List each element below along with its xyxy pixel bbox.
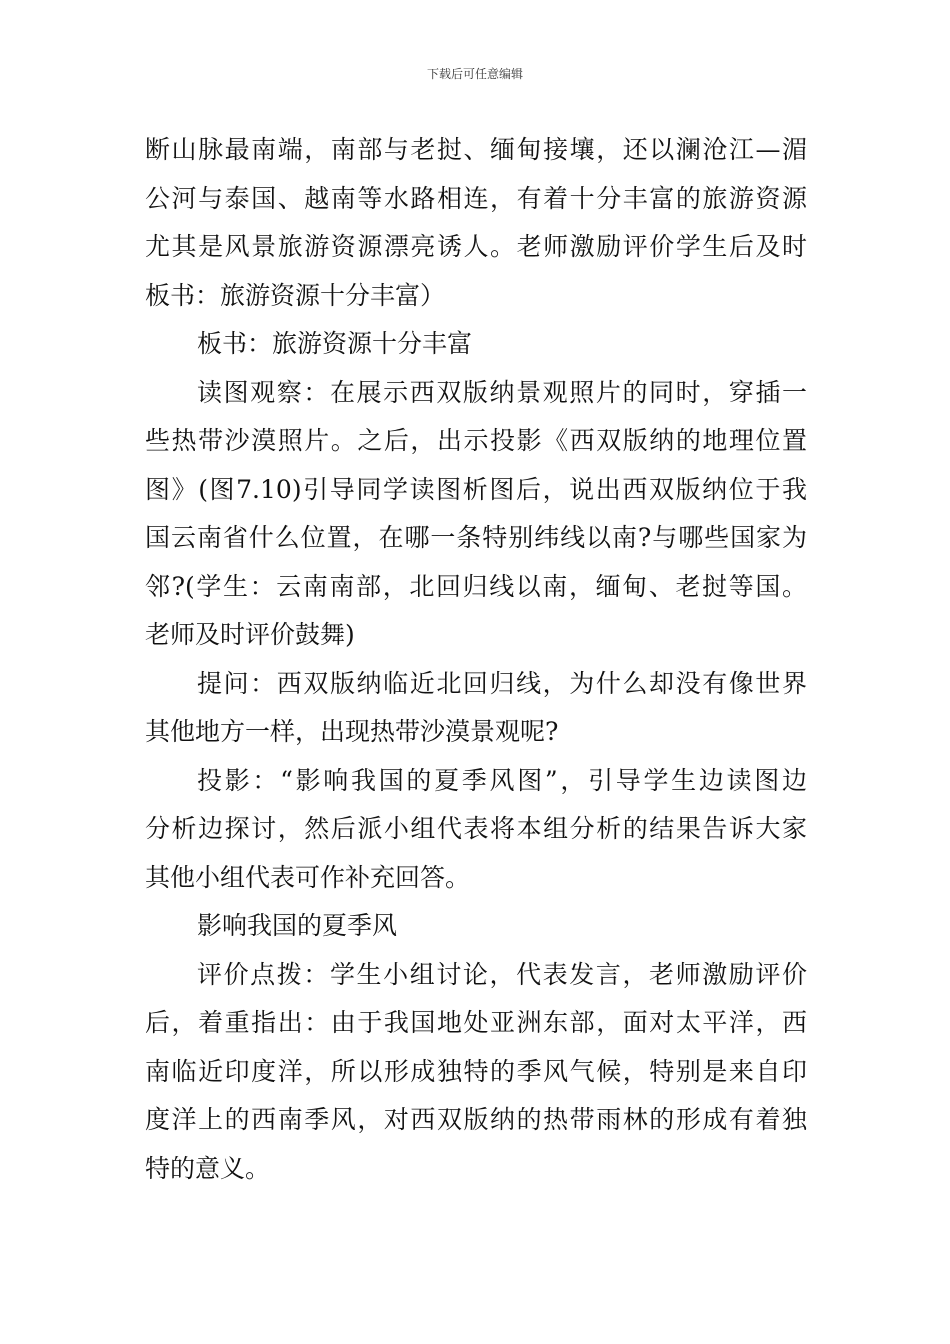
- text-line: 图》(图7.10)引导同学读图析图后，说出西双版纳位于我: [145, 474, 807, 504]
- text-line: 提问：西双版纳临近北回归线，为什么却没有像世界: [197, 668, 807, 698]
- text-line: 国云南省什么位置，在哪一条特别纬线以南?与哪些国家为: [145, 523, 807, 552]
- text-line: 板书：旅游资源十分丰富）: [145, 280, 446, 310]
- document-body: [145, 126, 807, 1193]
- text-line: 其他地方一样，出现热带沙漠景观呢?: [145, 717, 559, 746]
- text-line: 板书：旅游资源十分丰富: [197, 329, 473, 358]
- text-line: 邻?(学生：云南南部，北回归线以南，缅甸、老挝等国。: [145, 571, 807, 601]
- text-line: 度洋上的西南季风，对西双版纳的热带雨林的形成有着独: [145, 1105, 807, 1134]
- text-line: 尤其是风景旅游资源漂亮诱人。老师激励评价学生后及时: [145, 232, 807, 261]
- text-line: 断山脉最南端，南部与老挝、缅甸接壤，还以澜沧江—湄: [145, 135, 807, 164]
- text-line: 其他小组代表可作补充回答。: [145, 862, 471, 892]
- text-line: 些热带沙漠照片。之后，出示投影《西双版纳的地理位置: [145, 426, 807, 455]
- text-line: 分析边探讨，然后派小组代表将本组分析的结果告诉大家: [145, 814, 807, 843]
- text-line: 后，着重指出：由于我国地处亚洲东部，面对太平洋，西: [145, 1008, 807, 1037]
- text-line: 特的意义。: [145, 1153, 271, 1183]
- text-line: 南临近印度洋，所以形成独特的季风气候，特别是来自印: [145, 1056, 807, 1086]
- text-line: 公河与泰国、越南等水路相连，有着十分丰富的旅游资源: [145, 183, 807, 213]
- text-line: 投影：“影响我国的夏季风图”，引导学生边读图边: [197, 765, 807, 795]
- text-line: 评价点拨：学生小组讨论，代表发言，老师激励评价: [197, 959, 807, 989]
- text-line: 老师及时评价鼓舞): [145, 620, 355, 649]
- text-line: 读图观察：在展示西双版纳景观照片的同时，穿插一: [197, 377, 807, 407]
- text-line: 影响我国的夏季风: [197, 911, 398, 940]
- page-header: 下载后可任意编辑: [426, 67, 523, 81]
